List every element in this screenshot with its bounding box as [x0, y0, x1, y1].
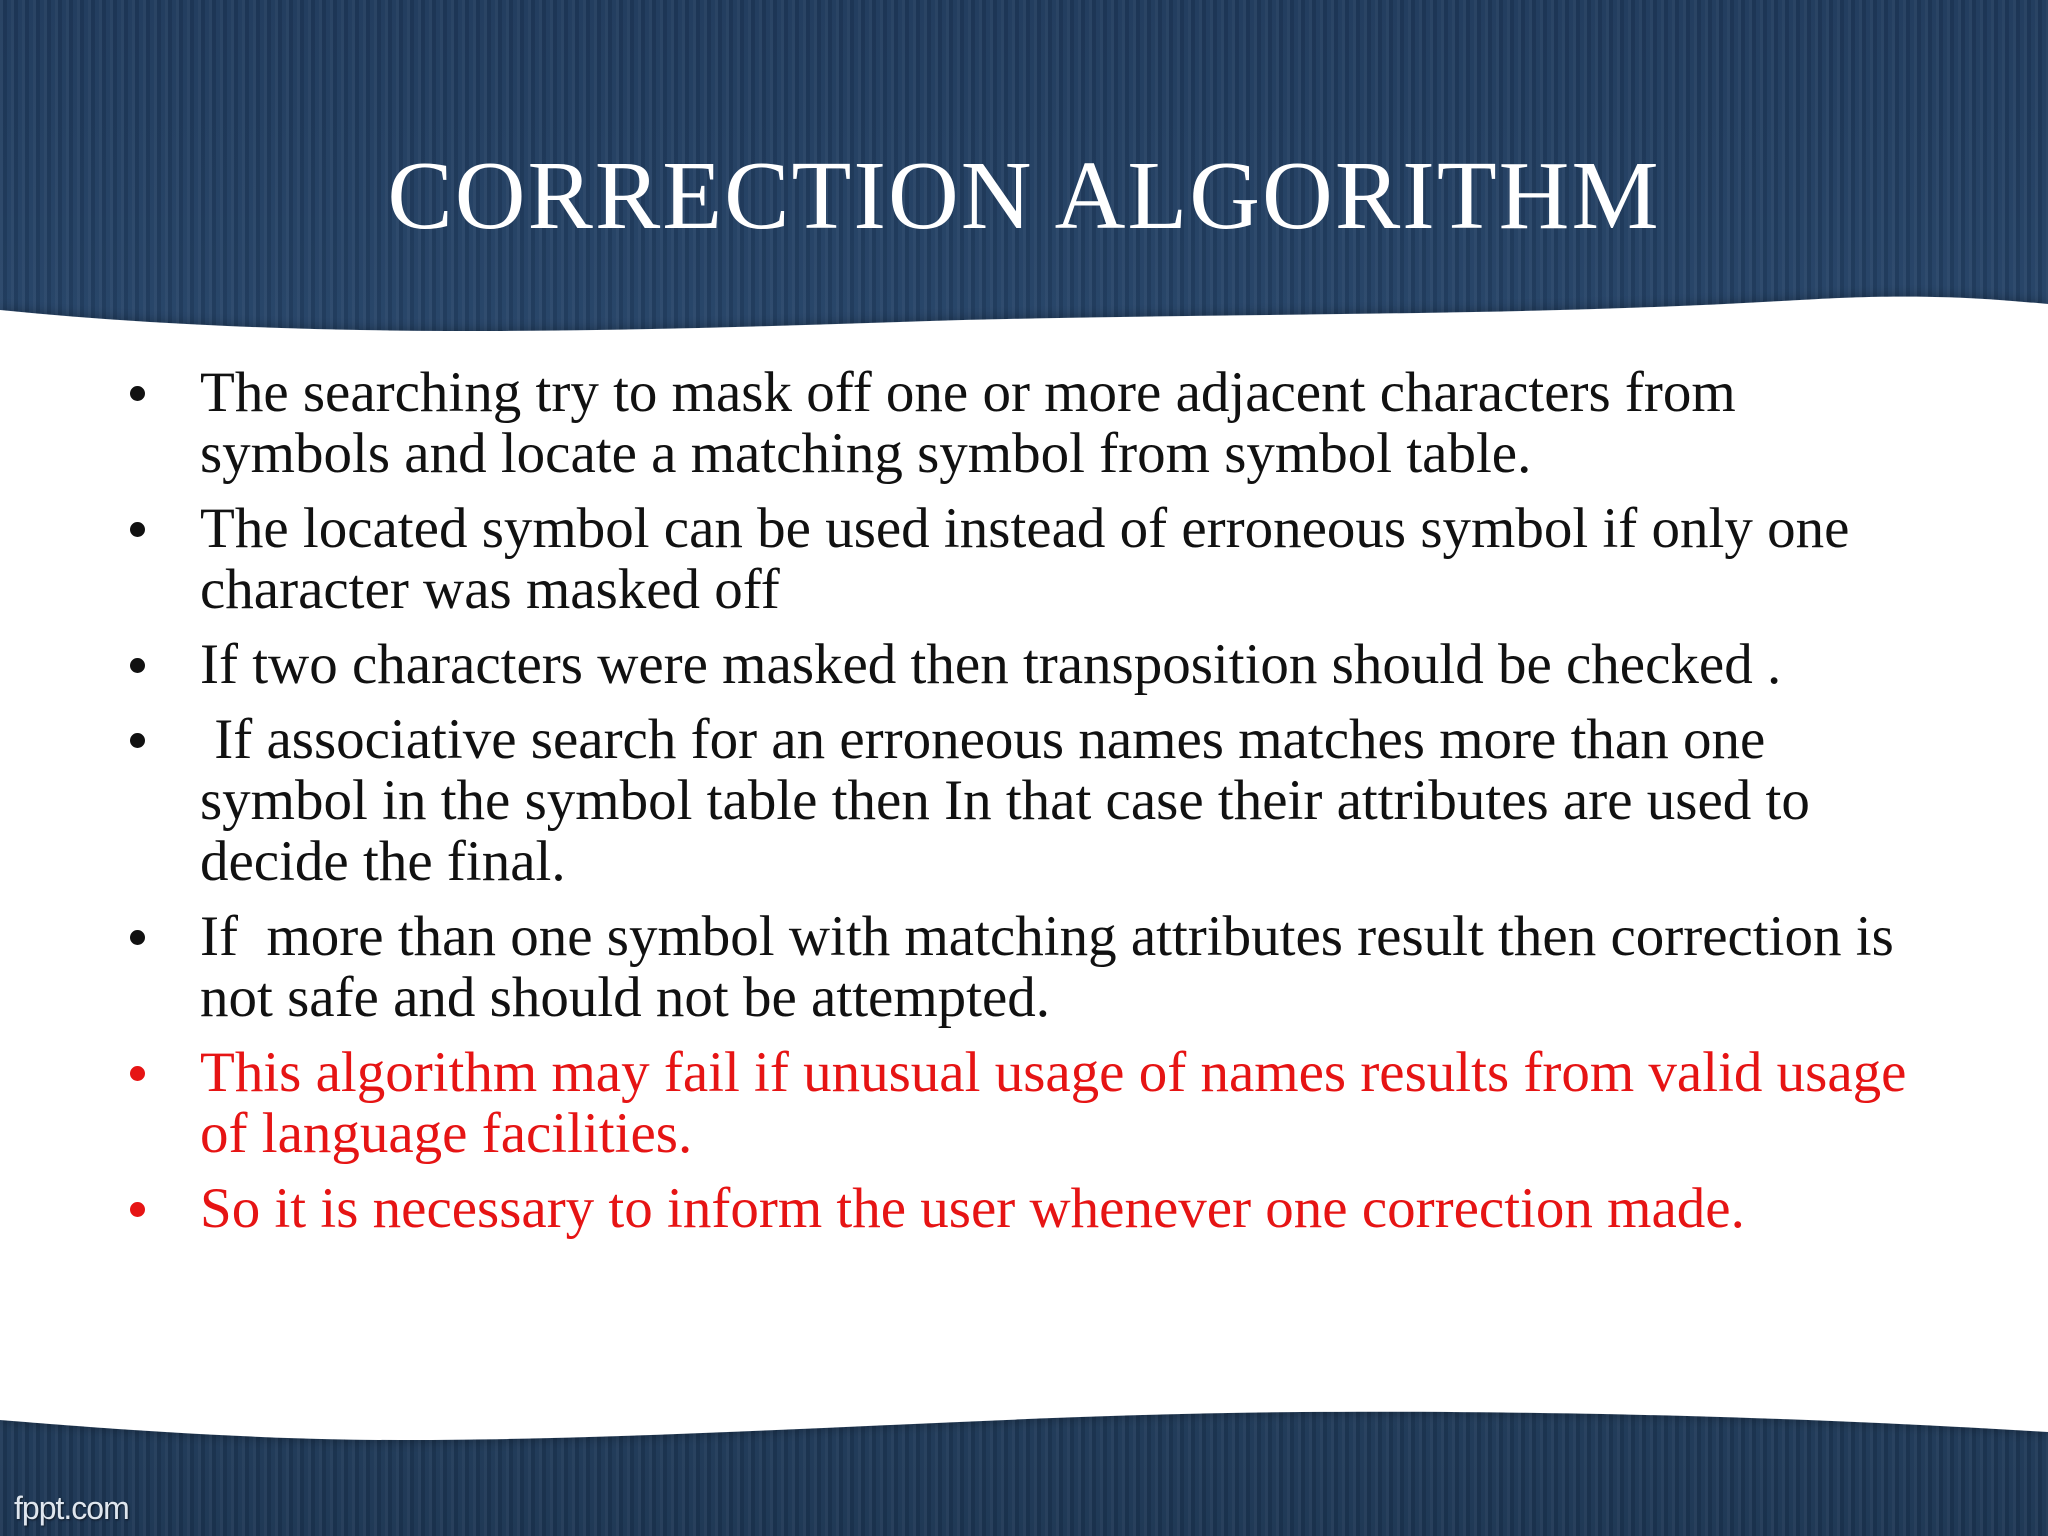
bullet-item-highlight [120, 1178, 1920, 1239]
fppt-logo: fppt.com [14, 1490, 129, 1526]
bullet-item [120, 362, 1920, 484]
bullet-dot-icon [130, 522, 145, 537]
bullet-dot-icon [130, 1202, 145, 1217]
bullet-dot-icon [130, 930, 145, 945]
bullet-item [120, 709, 1920, 892]
bullet-list [120, 362, 1920, 1253]
bullet-item [120, 634, 1920, 695]
slide-title: CORRECTION ALGORITHM [387, 142, 1661, 250]
bullet-text: If associative search for an erroneous names matches more than one symbol in the symbol table then In that case their attributes are used to decide the final. [200, 708, 1825, 893]
bullet-text: So it is necessary to inform the user whenever one correction made. [200, 1177, 1745, 1240]
bullet-item [120, 498, 1920, 620]
bullet-text: If more than one symbol with matching attributes result then correction is not safe and should not be attempted. [200, 905, 1908, 1029]
bullet-item [120, 906, 1920, 1028]
bullet-text: This algorithm may fail if unusual usage of names results from valid usage of language facilities. [200, 1041, 1907, 1165]
bullet-text: If two characters were masked then transposition should be checked . [200, 633, 1782, 696]
bullet-dot-icon [130, 733, 145, 748]
bullet-text: The searching try to mask off one or more adjacent characters from symbols and locate a matching symbol from symbol table. [200, 361, 1736, 485]
bullet-dot-icon [130, 386, 145, 401]
bullet-dot-icon [130, 658, 145, 673]
bullet-item-highlight [120, 1042, 1920, 1164]
bullet-text: The located symbol can be used instead of erroneous symbol if only one character was masked off [200, 497, 1850, 621]
bullet-dot-icon [130, 1066, 145, 1081]
